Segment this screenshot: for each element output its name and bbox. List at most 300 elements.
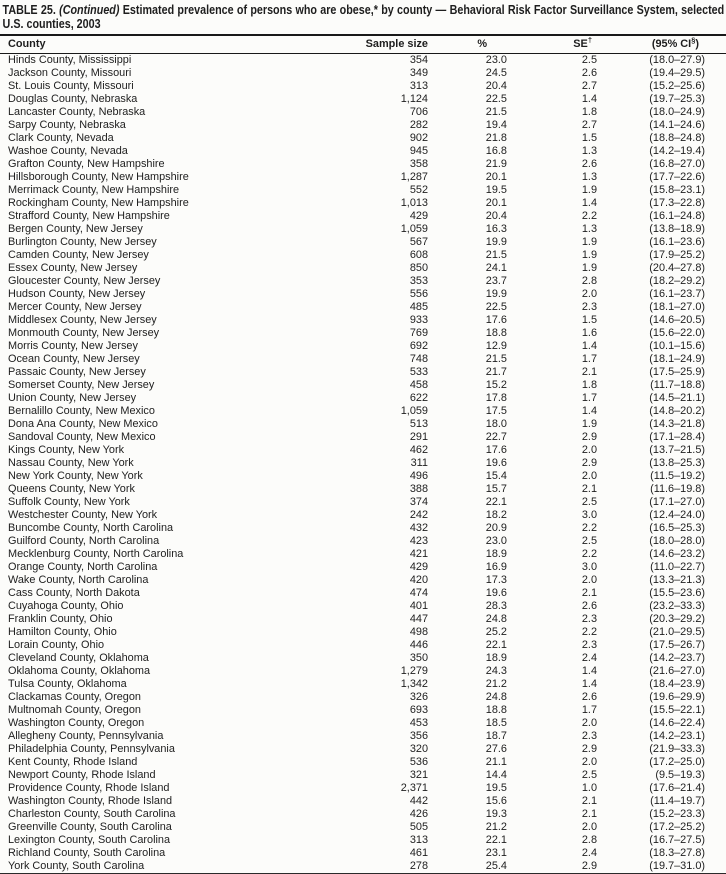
- cell-county: Strafford County, New Hampshire: [8, 210, 170, 223]
- cell-sample-size: 447: [409, 613, 428, 626]
- table-row: [0, 301, 726, 314]
- cell-ci: (14.2–23.7): [649, 652, 705, 665]
- col-header-se: [507, 35, 597, 54]
- table-row: [0, 197, 726, 210]
- cell-percent: 20.9: [485, 522, 507, 535]
- table-row: [0, 652, 726, 665]
- cell-ci: (16.8–27.0): [649, 158, 705, 171]
- cell-county: Allegheny County, Pennsylvania: [8, 730, 164, 743]
- table-row: [0, 470, 726, 483]
- table-row: [0, 262, 726, 275]
- cell-county: Orange County, North Carolina: [8, 561, 158, 574]
- cell-percent: 24.1: [485, 262, 507, 275]
- cell-se: 2.5: [581, 54, 597, 67]
- cell-ci: (20.3–29.2): [649, 613, 705, 626]
- cell-percent: 18.8: [485, 704, 507, 717]
- cell-sample-size: 321: [409, 769, 428, 782]
- cell-sample-size: 474: [409, 587, 428, 600]
- cell-percent: 21.7: [485, 366, 507, 379]
- cell-percent: 17.5: [485, 405, 507, 418]
- cell-percent: 16.3: [485, 223, 507, 236]
- cell-percent: 21.5: [485, 106, 507, 119]
- cell-percent: 16.9: [485, 561, 507, 574]
- cell-county: Queens County, New York: [8, 483, 135, 496]
- cell-se: 2.2: [581, 626, 597, 639]
- table-row: [0, 405, 726, 418]
- cell-percent: 20.4: [485, 80, 507, 93]
- table-row: [0, 665, 726, 678]
- cell-sample-size: 291: [409, 431, 428, 444]
- cell-percent: 15.2: [485, 379, 507, 392]
- cell-se: 2.3: [581, 639, 597, 652]
- cell-percent: 19.9: [485, 288, 507, 301]
- table-row: [0, 522, 726, 535]
- cell-sample-size: 453: [409, 717, 428, 730]
- cell-sample-size: 608: [409, 249, 428, 262]
- cell-sample-size: 902: [409, 132, 428, 145]
- cell-sample-size: 1,279: [400, 665, 428, 678]
- cell-se: 1.6: [581, 327, 597, 340]
- cell-se: 2.2: [581, 210, 597, 223]
- cell-sample-size: 1,013: [400, 197, 428, 210]
- cell-percent: 23.0: [485, 535, 507, 548]
- cell-sample-size: 349: [409, 67, 428, 80]
- cell-sample-size: 622: [409, 392, 428, 405]
- cell-county: New York County, New York: [8, 470, 143, 483]
- cell-sample-size: 748: [409, 353, 428, 366]
- cell-percent: 19.9: [485, 236, 507, 249]
- cell-se: 1.4: [581, 678, 597, 691]
- table-title: [0, 3, 726, 33]
- cell-ci: (18.2–29.2): [649, 275, 705, 288]
- cell-ci: (18.1–24.9): [649, 353, 705, 366]
- cell-se: 2.2: [581, 522, 597, 535]
- cell-county: Greenville County, South Carolina: [8, 821, 172, 834]
- cell-percent: 19.6: [485, 457, 507, 470]
- table-row: [0, 587, 726, 600]
- table-row: [0, 613, 726, 626]
- table-row: [0, 561, 726, 574]
- table-row: [0, 847, 726, 860]
- table-row: [0, 691, 726, 704]
- table-row: [0, 327, 726, 340]
- cell-county: Middlesex County, New Jersey: [8, 314, 157, 327]
- cell-ci: (16.1–23.6): [649, 236, 705, 249]
- table-row: [0, 743, 726, 756]
- cell-county: Newport County, Rhode Island: [8, 769, 156, 782]
- cell-ci: (15.8–23.1): [649, 184, 705, 197]
- cell-percent: 18.0: [485, 418, 507, 431]
- cell-se: 1.9: [581, 249, 597, 262]
- cell-ci: (14.2–19.4): [649, 145, 705, 158]
- table-row: [0, 834, 726, 847]
- cell-sample-size: 496: [409, 470, 428, 483]
- table-row: [0, 54, 726, 68]
- cell-county: Kent County, Rhode Island: [8, 756, 138, 769]
- table-row: [0, 93, 726, 106]
- table-row: [0, 353, 726, 366]
- cell-ci: (18.3–27.8): [649, 847, 705, 860]
- cell-ci: (16.1–24.8): [649, 210, 705, 223]
- cell-se: 2.1: [581, 483, 597, 496]
- cell-percent: 28.3: [485, 600, 507, 613]
- cell-sample-size: 388: [409, 483, 428, 496]
- cell-se: 2.1: [581, 366, 597, 379]
- cell-county: Lorain County, Ohio: [8, 639, 105, 652]
- cell-sample-size: 320: [409, 743, 428, 756]
- cell-sample-size: 850: [409, 262, 428, 275]
- cell-percent: 27.6: [485, 743, 507, 756]
- cell-ci: (19.7–25.3): [649, 93, 705, 106]
- cell-se: 2.8: [581, 834, 597, 847]
- cell-county: Grafton County, New Hampshire: [8, 158, 165, 171]
- cell-se: 2.3: [581, 301, 597, 314]
- cell-county: Lexington County, South Carolina: [8, 834, 171, 847]
- table-row: [0, 288, 726, 301]
- cell-county: Passaic County, New Jersey: [8, 366, 146, 379]
- cell-ci: (17.5–26.7): [649, 639, 705, 652]
- cell-percent: 21.5: [485, 249, 507, 262]
- cell-sample-size: 1,124: [400, 93, 428, 106]
- cell-ci: (14.8–20.2): [649, 405, 705, 418]
- cell-se: 1.7: [581, 353, 597, 366]
- cell-county: Clark County, Nevada: [8, 132, 114, 145]
- cell-county: Gloucester County, New Jersey: [8, 275, 161, 288]
- cell-sample-size: 282: [409, 119, 428, 132]
- cell-county: Oklahoma County, Oklahoma: [8, 665, 151, 678]
- cell-sample-size: 421: [409, 548, 428, 561]
- cell-se: 1.7: [581, 704, 597, 717]
- cell-sample-size: 311: [410, 457, 428, 470]
- cell-se: 2.5: [581, 496, 597, 509]
- cell-ci: (11.0–22.7): [650, 561, 705, 574]
- cell-county: Providence County, Rhode Island: [8, 782, 170, 795]
- cell-se: 1.4: [581, 665, 597, 678]
- cell-sample-size: 567: [409, 236, 428, 249]
- cell-se: 2.6: [581, 67, 597, 80]
- cell-se: 2.0: [581, 444, 597, 457]
- cell-percent: 23.0: [485, 54, 507, 67]
- table-row: [0, 80, 726, 93]
- cell-county: Morris County, New Jersey: [8, 340, 138, 353]
- table-row: [0, 678, 726, 691]
- cell-se: 2.9: [581, 860, 597, 873]
- cell-se: 1.9: [581, 184, 597, 197]
- cell-se: 1.9: [581, 418, 597, 431]
- cell-percent: 17.3: [485, 574, 507, 587]
- cell-sample-size: 2,371: [400, 782, 428, 795]
- cell-se: 2.5: [581, 769, 597, 782]
- cell-sample-size: 313: [409, 834, 428, 847]
- cell-se: 2.9: [581, 743, 597, 756]
- table-row: [0, 171, 726, 184]
- cell-percent: 21.9: [485, 158, 507, 171]
- cell-sample-size: 498: [409, 626, 428, 639]
- table-row: [0, 535, 726, 548]
- cell-se: 3.0: [581, 509, 597, 522]
- table-continued-marker: (Continued): [59, 3, 120, 17]
- table-row: [0, 249, 726, 262]
- cell-ci: (15.5–23.6): [649, 587, 705, 600]
- cell-ci: (14.6–22.4): [649, 717, 705, 730]
- cell-percent: 24.8: [485, 691, 507, 704]
- cell-ci: (9.5–19.3): [655, 769, 705, 782]
- cell-percent: 22.5: [485, 301, 507, 314]
- cell-se: 2.9: [581, 431, 597, 444]
- cell-se: 2.1: [581, 795, 597, 808]
- cell-county: Bergen County, New Jersey: [8, 223, 143, 236]
- cell-sample-size: 1,059: [400, 223, 428, 236]
- table-row: [0, 67, 726, 80]
- cell-ci: (12.4–24.0): [649, 509, 705, 522]
- cell-se: 2.9: [581, 457, 597, 470]
- cell-percent: 20.1: [485, 171, 507, 184]
- cell-sample-size: 513: [409, 418, 428, 431]
- cell-ci: (17.2–25.0): [649, 756, 705, 769]
- table-row: [0, 132, 726, 145]
- table-row: [0, 782, 726, 795]
- cell-ci: (17.2–25.2): [649, 821, 705, 834]
- table-row: [0, 808, 726, 821]
- cell-se: 1.0: [581, 782, 597, 795]
- cell-county: Cass County, North Dakota: [8, 587, 140, 600]
- cell-ci: (17.3–22.8): [649, 197, 705, 210]
- table-row: [0, 860, 726, 874]
- cell-percent: 21.8: [485, 132, 507, 145]
- cell-ci: (19.6–29.9): [649, 691, 705, 704]
- table-row: [0, 392, 726, 405]
- cell-county: Hudson County, New Jersey: [8, 288, 146, 301]
- cell-ci: (20.4–27.8): [649, 262, 705, 275]
- table-row: [0, 444, 726, 457]
- cell-percent: 19.5: [485, 782, 507, 795]
- cell-ci: (14.6–20.5): [649, 314, 705, 327]
- cell-sample-size: 533: [409, 366, 428, 379]
- cell-ci: (11.5–19.2): [650, 470, 705, 483]
- cell-ci: (19.7–31.0): [649, 860, 705, 873]
- cell-se: 2.2: [581, 548, 597, 561]
- table-row: [0, 626, 726, 639]
- cell-se: 1.3: [581, 145, 597, 158]
- table-title-block: [0, 3, 726, 33]
- cell-ci: (17.5–25.9): [649, 366, 705, 379]
- cell-sample-size: 556: [409, 288, 428, 301]
- cell-ci: (14.1–24.6): [649, 119, 705, 132]
- cell-percent: 18.5: [485, 717, 507, 730]
- cell-county: Richland County, South Carolina: [8, 847, 166, 860]
- cell-percent: 25.2: [485, 626, 507, 639]
- cell-ci: (13.8–25.3): [649, 457, 705, 470]
- cell-ci: (11.7–18.8): [650, 379, 705, 392]
- cell-sample-size: 429: [409, 561, 428, 574]
- table-row: [0, 340, 726, 353]
- cell-ci: (15.5–22.1): [649, 704, 705, 717]
- col-header-percent: %: [477, 38, 487, 51]
- cell-ci: (15.2–25.6): [649, 80, 705, 93]
- cell-county: Union County, New Jersey: [8, 392, 137, 405]
- cell-se: 1.5: [581, 314, 597, 327]
- cell-percent: 16.8: [485, 145, 507, 158]
- cell-county: Burlington County, New Jersey: [8, 236, 157, 249]
- cell-sample-size: 933: [409, 314, 428, 327]
- cell-county: Wake County, North Carolina: [8, 574, 149, 587]
- cell-se: 2.0: [581, 574, 597, 587]
- cell-percent: 17.6: [485, 314, 507, 327]
- cell-ci: (23.2–33.3): [649, 600, 705, 613]
- cell-percent: 18.9: [485, 548, 507, 561]
- cell-se: 1.8: [581, 106, 597, 119]
- cell-county: Philadelphia County, Pennsylvania: [8, 743, 175, 756]
- cell-percent: 19.6: [485, 587, 507, 600]
- cell-sample-size: 353: [409, 275, 428, 288]
- col-header-county: County: [8, 38, 46, 51]
- cell-ci: (14.5–21.1): [649, 392, 705, 405]
- cell-county: Essex County, New Jersey: [8, 262, 138, 275]
- cell-se: 2.6: [581, 158, 597, 171]
- cell-ci: (16.7–27.5): [649, 834, 705, 847]
- table-body: [0, 54, 726, 874]
- header-row: [0, 35, 726, 54]
- table-head: [0, 35, 726, 54]
- table-row: [0, 431, 726, 444]
- cell-sample-size: 350: [409, 652, 428, 665]
- cell-sample-size: 505: [409, 821, 428, 834]
- cell-county: York County, South Carolina: [8, 860, 145, 873]
- cell-ci: (18.0–24.9): [649, 106, 705, 119]
- cell-se: 2.0: [581, 821, 597, 834]
- cell-county: Sarpy County, Nebraska: [8, 119, 126, 132]
- cell-sample-size: 458: [409, 379, 428, 392]
- table-row: [0, 639, 726, 652]
- cell-county: Lancaster County, Nebraska: [8, 106, 146, 119]
- cell-ci: (16.1–23.7): [649, 288, 705, 301]
- cell-sample-size: 692: [409, 340, 428, 353]
- cell-county: Cuyahoga County, Ohio: [8, 600, 124, 613]
- cell-ci: (21.0–29.5): [649, 626, 705, 639]
- cell-percent: 21.2: [485, 821, 507, 834]
- cell-sample-size: 326: [409, 691, 428, 704]
- cell-ci: (13.7–21.5): [649, 444, 705, 457]
- table-row: [0, 236, 726, 249]
- cell-sample-size: 432: [409, 522, 428, 535]
- cell-county: Monmouth County, New Jersey: [8, 327, 160, 340]
- cell-percent: 20.4: [485, 210, 507, 223]
- table-row: [0, 795, 726, 808]
- cell-se: 2.7: [581, 119, 597, 132]
- table-row: [0, 314, 726, 327]
- cell-county: Hinds County, Mississippi: [8, 54, 132, 67]
- cell-se: 1.9: [581, 236, 597, 249]
- cell-percent: 17.6: [485, 444, 507, 457]
- cell-ci: (11.4–19.7): [650, 795, 705, 808]
- cell-county: St. Louis County, Missouri: [8, 80, 134, 93]
- cell-ci: (19.4–29.5): [649, 67, 705, 80]
- cell-percent: 22.5: [485, 93, 507, 106]
- table-row: [0, 418, 726, 431]
- cell-se: 1.4: [581, 340, 597, 353]
- cell-county: Sandoval County, New Mexico: [8, 431, 156, 444]
- cell-sample-size: 423: [409, 535, 428, 548]
- table-row: [0, 769, 726, 782]
- cell-se: 1.5: [581, 132, 597, 145]
- cell-sample-size: 693: [409, 704, 428, 717]
- col-header-ci: [597, 35, 726, 54]
- cell-ci: (15.2–23.3): [649, 808, 705, 821]
- cell-percent: 17.8: [485, 392, 507, 405]
- cell-ci: (18.4–23.9): [649, 678, 705, 691]
- cell-sample-size: 462: [409, 444, 428, 457]
- table-row: [0, 717, 726, 730]
- cell-sample-size: 485: [409, 301, 428, 314]
- cell-percent: 21.5: [485, 353, 507, 366]
- cell-ci: (10.1–15.6): [649, 340, 705, 353]
- cell-percent: 20.1: [485, 197, 507, 210]
- cell-county: Rockingham County, New Hampshire: [8, 197, 189, 210]
- cell-se: 2.0: [581, 470, 597, 483]
- cell-percent: 19.3: [485, 808, 507, 821]
- table-number: TABLE 25.: [2, 3, 56, 17]
- cell-se: 2.8: [581, 275, 597, 288]
- cell-percent: 25.4: [485, 860, 507, 873]
- table-row: [0, 496, 726, 509]
- cell-ci: (17.1–27.0): [649, 496, 705, 509]
- cell-ci: (18.8–24.8): [649, 132, 705, 145]
- cell-county: Ocean County, New Jersey: [8, 353, 140, 366]
- cell-percent: 12.9: [485, 340, 507, 353]
- cell-percent: 18.2: [485, 509, 507, 522]
- cell-ci: (15.6–22.0): [649, 327, 705, 340]
- cell-se: 2.0: [581, 756, 597, 769]
- cell-county: Hamilton County, Ohio: [8, 626, 117, 639]
- cell-percent: 15.7: [485, 483, 507, 496]
- cell-sample-size: 420: [409, 574, 428, 587]
- table-row: [0, 119, 726, 132]
- cell-se: 2.4: [581, 652, 597, 665]
- cell-percent: 15.6: [485, 795, 507, 808]
- cell-se: 2.3: [581, 613, 597, 626]
- table-row: [0, 106, 726, 119]
- cell-ci: (11.6–19.8): [650, 483, 705, 496]
- cell-sample-size: 356: [409, 730, 428, 743]
- cell-percent: 19.5: [485, 184, 507, 197]
- dagger-footnote-icon: †: [587, 35, 592, 45]
- col-header-sample-size: Sample size: [365, 38, 428, 51]
- cell-ci: (13.3–21.3): [649, 574, 705, 587]
- table-title-text: Estimated prevalence of persons who are obese,* by county — Behavioral Risk Factor Surveillance System, selected U.S. counties, 2003: [2, 3, 725, 32]
- cell-sample-size: 354: [409, 54, 428, 67]
- cell-county: Dona Ana County, New Mexico: [8, 418, 158, 431]
- cell-ci: (18.0–28.0): [649, 535, 705, 548]
- cell-county: Nassau County, New York: [8, 457, 134, 470]
- cell-se: 1.4: [581, 197, 597, 210]
- cell-ci: (21.9–33.3): [649, 743, 705, 756]
- cell-county: Buncombe County, North Carolina: [8, 522, 174, 535]
- table-row: [0, 730, 726, 743]
- cell-sample-size: 313: [409, 80, 428, 93]
- cell-se: 2.3: [581, 730, 597, 743]
- cell-percent: 21.1: [485, 756, 507, 769]
- cell-sample-size: 1,059: [400, 405, 428, 418]
- cell-percent: 19.4: [485, 119, 507, 132]
- cell-se: 1.7: [581, 392, 597, 405]
- cell-sample-size: 374: [409, 496, 428, 509]
- cell-county: Camden County, New Jersey: [8, 249, 149, 262]
- cell-se: 1.4: [581, 93, 597, 106]
- cell-county: Cleveland County, Oklahoma: [8, 652, 149, 665]
- cell-ci: (18.0–27.9): [649, 54, 705, 67]
- cell-sample-size: 429: [409, 210, 428, 223]
- table-row: [0, 704, 726, 717]
